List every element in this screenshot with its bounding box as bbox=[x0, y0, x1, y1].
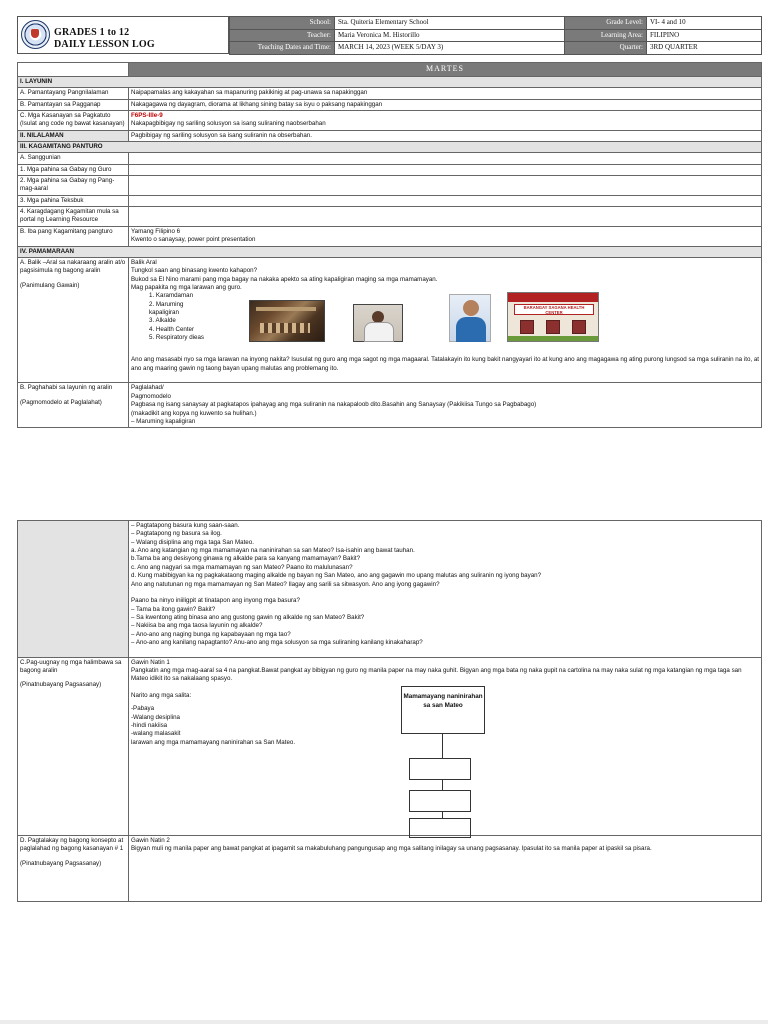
row-content bbox=[129, 835, 762, 901]
pag-line: Pagmomodelo bbox=[131, 392, 171, 400]
quarter-label: Quarter: bbox=[565, 42, 647, 55]
balik-line: Bukod sa El Nino marami pang mga bagay na nakaka apekto sa ating kapaligiran maging sa mga mamamayan. bbox=[131, 275, 438, 283]
teacher-label: Teacher: bbox=[230, 29, 335, 42]
row-label: B. Iba pang Kagamitang pangturo bbox=[18, 226, 129, 246]
row-content bbox=[129, 657, 762, 835]
row-content: Nakagagawa ng dayagram, diorama at likhang sining batay sa isyu o paksang napakinggan bbox=[129, 99, 762, 110]
material-1: Yamang Filipino 6 bbox=[131, 227, 181, 235]
school-value: Sta. Quiteria Elementary School bbox=[335, 17, 565, 30]
word-item: -Walang desiplina bbox=[131, 713, 180, 721]
word-item: -Pabaya bbox=[131, 705, 155, 713]
row-label: 1. Mga pahina sa Gabay ng Guro bbox=[18, 164, 129, 175]
diagram-title-box: Mamamayang naninirahan sa san Mateo bbox=[401, 686, 485, 734]
lesson-log-header bbox=[17, 16, 762, 54]
section-kagamitan: III. KAGAMITANG PANTURO bbox=[18, 141, 762, 152]
picture-row bbox=[131, 292, 759, 354]
c-text: Pangkatin ang mga mag-aaral sa 4 na pangkat.Bawat pangkat ay bibigyan ng guro ng manila paper na may naka guhit. Bigyan ang mga bata ng naka gupit na cartolina na may naka sulat ng mga katangian ng mga taga san Mateo idikit ito sa nakalaang spasyo. bbox=[131, 667, 742, 683]
d-title: Gawin Natin 2 bbox=[131, 836, 170, 844]
lesson-table-page1 bbox=[17, 62, 762, 428]
balik-after: Ano ang masasabi nyo sa mga larawan na inyong nakita? Isusulat ng guro ang mga sagot ng mga magaaral. Tatalakayin ito kung bakit nangyayari ito at kung ano ang magagawa ng ating purong lungsod sa mga suliranin na ito, at ano ang maaring gawin ng taong bayan upang malutas ang problemang ito. bbox=[131, 356, 759, 372]
balik-aral-sub: (Panimulang Gawain) bbox=[20, 281, 80, 289]
table-row bbox=[18, 88, 762, 99]
table-row bbox=[18, 153, 762, 164]
day-header-row bbox=[18, 63, 762, 77]
cont-line: d. Kung mabibigyan ka ng pagkakataong maging alkalde ng bayan ng San Mateo, ano ang gagawin mo upang malutas ang suliranin ng iyong bayan? bbox=[131, 572, 542, 580]
d-label: D. Pagtalakay ng bagong konsepto at paglalahad ng bagong kasanayan # 1 bbox=[20, 836, 124, 853]
row-label: 2. Mga pahina sa Gabay ng Pang-mag-aaral bbox=[18, 176, 129, 196]
row-label bbox=[18, 657, 129, 835]
cont-line: a. Ano ang katangian ng mga mamamayan na naninirahan sa san Mateo? Isa-isahin ang bawat tauhan. bbox=[131, 547, 415, 555]
c-title: Gawin Natin 1 bbox=[131, 658, 170, 666]
row-label bbox=[18, 835, 129, 901]
quarter-value: 3RD QUARTER bbox=[647, 42, 762, 55]
row-label: C. Mga Kasanayan sa Pagkatuto (Isulat ang code ng bawat kasanayan) bbox=[18, 110, 129, 130]
row-content: Naipapamalas ang kakayahan sa mapanuring pakikinig at pag-unawa sa napakinggan bbox=[129, 88, 762, 99]
header-grades: GRADES 1 to 12 bbox=[54, 27, 130, 38]
d-text: Bigyan muli ng manila paper ang bawat pangkat at ipagamit sa makabuluhang pangungusap ang mga salitang inilagay sa unang pagsasanay. Ipasulat ito sa manila paper at ipaskil sa pisara. bbox=[131, 845, 652, 853]
grade-level-label: Grade Level: bbox=[565, 17, 647, 30]
cont-line: c. Ano ang nagyari sa mga mamamayan ng san Mateo? Paano ito malulunasan? bbox=[131, 563, 353, 571]
school-label: School: bbox=[230, 17, 335, 30]
learning-area-label: Learning Area: bbox=[565, 29, 647, 42]
c-label: C.Pag-uugnay ng mga halimbawa sa bagong aralin bbox=[20, 658, 122, 675]
table-row bbox=[18, 226, 762, 246]
pag-line: (makadikit ang kopya ng kuwento sa hulihan.) bbox=[131, 409, 257, 417]
table-row bbox=[18, 176, 762, 196]
list-item: 3. Alkalde bbox=[149, 317, 176, 325]
mayor-photo bbox=[449, 294, 491, 342]
balik-line: Balik Aral bbox=[131, 258, 157, 266]
health-center-sign: BARANGAY SAGANA HEALTH CENTER bbox=[514, 304, 594, 315]
cont-line: – Walang disiplina ang mga taga San Mateo. bbox=[131, 538, 254, 546]
learning-area-value: FILIPINO bbox=[647, 29, 762, 42]
row-label: 3. Mga pahina Teksbuk bbox=[18, 195, 129, 206]
list-item: kapaligiran bbox=[149, 309, 179, 317]
d-sub: (Pinatnubayang Pagsasanay) bbox=[20, 859, 102, 867]
section-nilalaman: II. NILALAMAN bbox=[18, 130, 129, 141]
row-label: A. Sanggunian bbox=[18, 153, 129, 164]
competency-code: F6PS-IIIe-9 bbox=[131, 111, 163, 119]
table-row bbox=[18, 207, 762, 227]
sick-person-photo bbox=[353, 304, 403, 342]
row-label: B. Pamantayan sa Pagganap bbox=[18, 99, 129, 110]
pag-line: Paglalahad/ bbox=[131, 384, 164, 392]
page-bottom-edge bbox=[0, 1020, 768, 1024]
teaching-dates-label: Teaching Dates and Time: bbox=[230, 42, 335, 55]
table-row bbox=[18, 521, 762, 658]
word-item: larawan ang mga mamamayang naninirahan sa San Mateo. bbox=[131, 738, 296, 746]
cont-line: b.Tama ba ang desisyong ginawa ng alkalde para sa kanyang mamamayan? Bakit? bbox=[131, 555, 361, 563]
section-pamamaraan: IV. PAMAMARAAN bbox=[18, 246, 762, 257]
section-layunin: I. LAYUNIN bbox=[18, 76, 762, 87]
list-item: 1. Karamdaman bbox=[149, 292, 194, 300]
health-center-photo bbox=[507, 292, 599, 342]
cont-line: – Nakiisa ba ang mga taosa layunin ng alkalde? bbox=[131, 622, 263, 630]
table-row bbox=[18, 164, 762, 175]
c-sub: (Pinatnubayang Pagsasanay) bbox=[20, 681, 102, 689]
row-content bbox=[129, 521, 762, 658]
cont-line: – Ano-ano ang kanilang napagtanto? Anu-ano ang mga solusyon sa mga suliraning kanilang kinakaharap? bbox=[131, 639, 423, 647]
teaching-dates-value: MARCH 14, 2023 (WEEK 5/DAY 3) bbox=[335, 42, 565, 55]
balik-line: Mag papakita ng mga larawan ang guro. bbox=[131, 283, 242, 291]
list-item: 5. Respiratory dieas bbox=[149, 334, 205, 342]
table-row bbox=[18, 657, 762, 835]
deped-seal-icon bbox=[21, 20, 50, 49]
table-row bbox=[18, 835, 762, 901]
teacher-value: Maria Veronica M. Historillo bbox=[335, 29, 565, 42]
nilalaman-content: Pagbibigay ng sariling solusyon sa isang suliranin na obserbahan. bbox=[129, 130, 762, 141]
diagram-connector bbox=[442, 734, 443, 758]
table-row bbox=[18, 110, 762, 130]
grade-level-value: VI- 4 and 10 bbox=[647, 17, 762, 30]
diagram-box bbox=[409, 758, 471, 780]
word-item: -walang malasakit bbox=[131, 730, 181, 738]
row-content bbox=[129, 257, 762, 383]
diagram bbox=[131, 684, 759, 834]
row-label bbox=[18, 383, 129, 428]
competency-text: Nakapagbibigay ng sariling solusyon sa isang suliraning naobserbahan bbox=[131, 120, 326, 128]
day-label: MARTES bbox=[129, 63, 762, 77]
cont-line: – Ano-ano ang naging bunga ng kapabayaan ng mga tao? bbox=[131, 630, 291, 638]
pag-line: – Maruming kapaligiran bbox=[131, 417, 196, 425]
cont-line: Paano ba ninyo iniiligpit at tinatapon ang inyong mga basura? bbox=[131, 597, 300, 605]
pag-line: Pagbasa ng isang sanaysay at pagkatapos ipahayag ang mga suliranin na nakapaloob dito.Basahin ang Sanaysay (Pakikiisa Tungo sa Pagbabago) bbox=[131, 401, 537, 409]
header-title-block bbox=[17, 16, 229, 54]
paghahabi-sub: (Pagmomodelo at Paglalahat) bbox=[20, 398, 102, 406]
diagram-box bbox=[409, 818, 471, 838]
header-title: DAILY LESSON LOG bbox=[54, 39, 155, 50]
paghahabi-label: B. Paghahabi sa layunin ng aralin bbox=[20, 384, 113, 392]
row-label: A. Pamantayang Pangnilalaman bbox=[18, 88, 129, 99]
cont-line: – Sa kwentong ating binasa ano ang gustong gawin ng alkalde ng san Mateo? Bakit? bbox=[131, 613, 365, 621]
balik-line: Tungkol saan ang binasang kwento kahapon? bbox=[131, 267, 258, 275]
table-row bbox=[18, 383, 762, 428]
cont-line: Ano ang natutunan ng mga mamamayan ng San Mateo? Ilagay ang sarili sa sitwasyon. Ano ang iyong gagawin? bbox=[131, 580, 440, 588]
dirty-surroundings-photo bbox=[249, 300, 325, 342]
cont-line: – Tama ba itong gawin? Bakit? bbox=[131, 605, 216, 613]
word-item: -hindi nakiisa bbox=[131, 721, 168, 729]
diagram-box bbox=[409, 790, 471, 812]
row-content bbox=[129, 383, 762, 428]
cont-line: – Pagtatapong basura kung saan-saan. bbox=[131, 522, 240, 529]
row-content bbox=[129, 110, 762, 130]
lesson-table-page2 bbox=[17, 520, 762, 902]
row-label: 4. Karagdagang Kagamitan mula sa portal ng Learning Resource bbox=[18, 207, 129, 227]
row-content bbox=[129, 226, 762, 246]
material-2: Kwento o sanaysay, power point presentation bbox=[131, 236, 256, 244]
list-item: 4. Health Center bbox=[149, 325, 195, 333]
cont-line: – Pagtatapong ng basura sa ilog. bbox=[131, 530, 222, 538]
list-item: 2. Maruming bbox=[149, 300, 184, 308]
table-row bbox=[18, 99, 762, 110]
row-label bbox=[18, 257, 129, 383]
diagram-connector bbox=[442, 780, 443, 790]
balik-aral-label: A. Balik –Aral sa nakaraang aralin at/o pagsisimula ng bagong aralin bbox=[20, 258, 126, 275]
table-row bbox=[18, 195, 762, 206]
picture-list bbox=[131, 292, 759, 342]
table-row bbox=[18, 257, 762, 383]
words-title: Narito ang mga salita: bbox=[131, 691, 192, 699]
header-info-grid bbox=[229, 16, 762, 55]
